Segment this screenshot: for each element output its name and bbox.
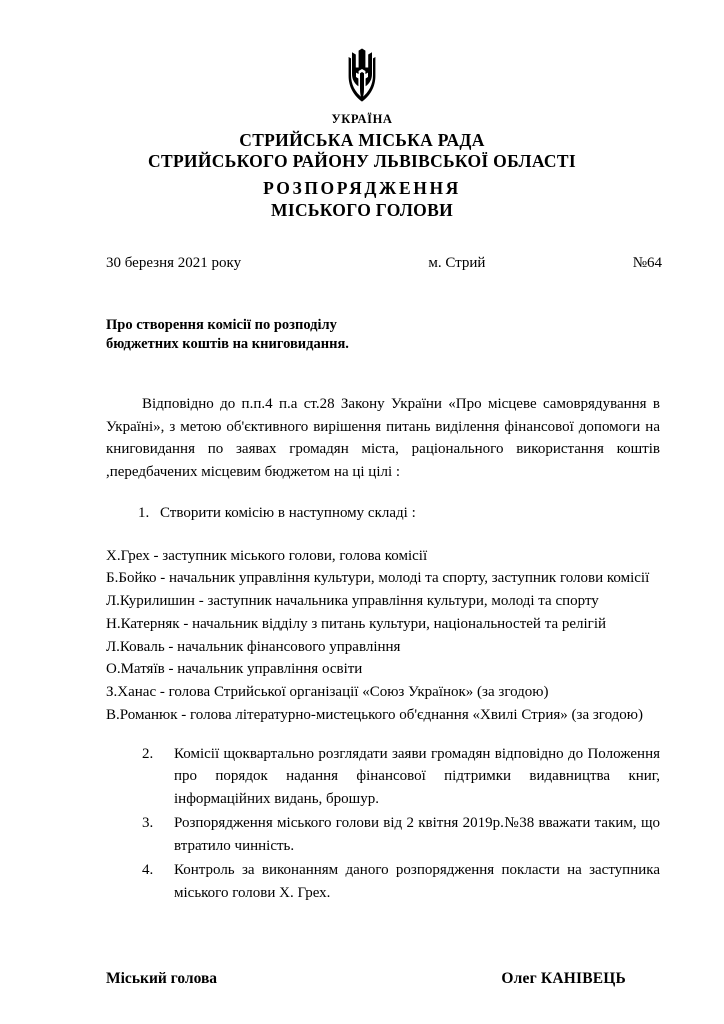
ukraine-trident-emblem-icon	[343, 48, 381, 102]
list-item: З.Ханас - голова Стрийської організації «Союз Українок» (за згодою)	[106, 684, 549, 701]
ordered-items-list	[56, 743, 668, 905]
subject-line-1: Про створення комісії по розподілу	[106, 316, 337, 333]
ordered-item-1	[56, 502, 668, 525]
ordered-item-2-text: Комісії щоквартально розглядати заяви громадян відповідно до Положення про порядок надання фінансової підтримки видавництва книг, інформаційних видань, брошур.	[174, 745, 660, 807]
list-item: Л.Курилишин - заступник начальника управління культури, молоді та спорту	[106, 593, 599, 610]
commission-members-list	[56, 545, 668, 727]
document-number: №64	[632, 254, 662, 271]
council-name: СТРИЙСЬКА МІСЬКА РАДА	[239, 129, 485, 150]
ordered-item-3-text: Розпорядження міського голови від 2 квітня 2019р.№38 вважати таким, що втратило чинність.	[174, 815, 660, 854]
document-city: м. Стрий	[428, 254, 486, 271]
document-subject	[56, 316, 668, 355]
region-name: СТРИЙСЬКОГО РАЙОНУ ЛЬВІВСЬКОЇ ОБЛАСТІ	[148, 150, 576, 171]
signature-name: Олег КАНІВЕЦЬ	[501, 970, 626, 988]
ordered-item-3	[138, 812, 660, 857]
ordered-item-4-text: Контроль за виконанням даного розпорядження покласти на заступника міського голови Х. Грех.	[174, 862, 660, 901]
document-date: 30 березня 2021 року	[106, 254, 242, 271]
list-item: В.Романюк - голова літературно-мистецького об'єднання «Хвилі Стрия» (за згодою)	[106, 707, 643, 724]
ordered-item-2-number: 2.	[142, 745, 154, 762]
signature-title: Міський голова	[106, 970, 218, 988]
document-meta	[56, 255, 668, 272]
ordered-item-3-number: 3.	[142, 815, 154, 832]
country-name: УКРАЇНА	[331, 112, 393, 126]
list-item: Н.Катерняк - начальник відділу з питань культури, національностей та релігій	[106, 615, 607, 632]
document-type: РОЗПОРЯДЖЕННЯ	[263, 178, 461, 199]
subject-line-2: бюджетних коштів на книговидання.	[106, 336, 349, 353]
ordered-item-1-text: Створити комісію в наступному складі :	[160, 505, 416, 521]
list-item: Л.Коваль - начальник фінансового управління	[106, 638, 401, 655]
list-item: Х.Грех - заступник міського голови, голова комісії	[106, 547, 428, 564]
document-preamble: Відповідно до п.п.4 п.а ст.28 Закону України «Про місцеве самоврядування в Україні», з метою об'єктивного вирішення питань виділення фінансової допомоги на книговидання по заявах громадян міста, раціонального використання коштів ,передбачених місцевим бюджетом на ці цілі :	[106, 395, 660, 481]
list-item: О.Матяїв - начальник управління освіти	[106, 661, 363, 678]
ordered-item-2	[138, 743, 660, 811]
document-issuer: МІСЬКОГО ГОЛОВИ	[271, 200, 453, 221]
ordered-item-4-number: 4.	[142, 862, 154, 879]
ordered-item-4	[138, 859, 660, 904]
ordered-item-1-number: 1.	[138, 505, 150, 521]
emblem-container	[56, 48, 668, 110]
signature-block	[56, 970, 668, 988]
document-heading	[56, 112, 668, 221]
list-item: Б.Бойко - начальник управління культури, молоді та спорту, заступник голови комісії	[106, 570, 650, 587]
